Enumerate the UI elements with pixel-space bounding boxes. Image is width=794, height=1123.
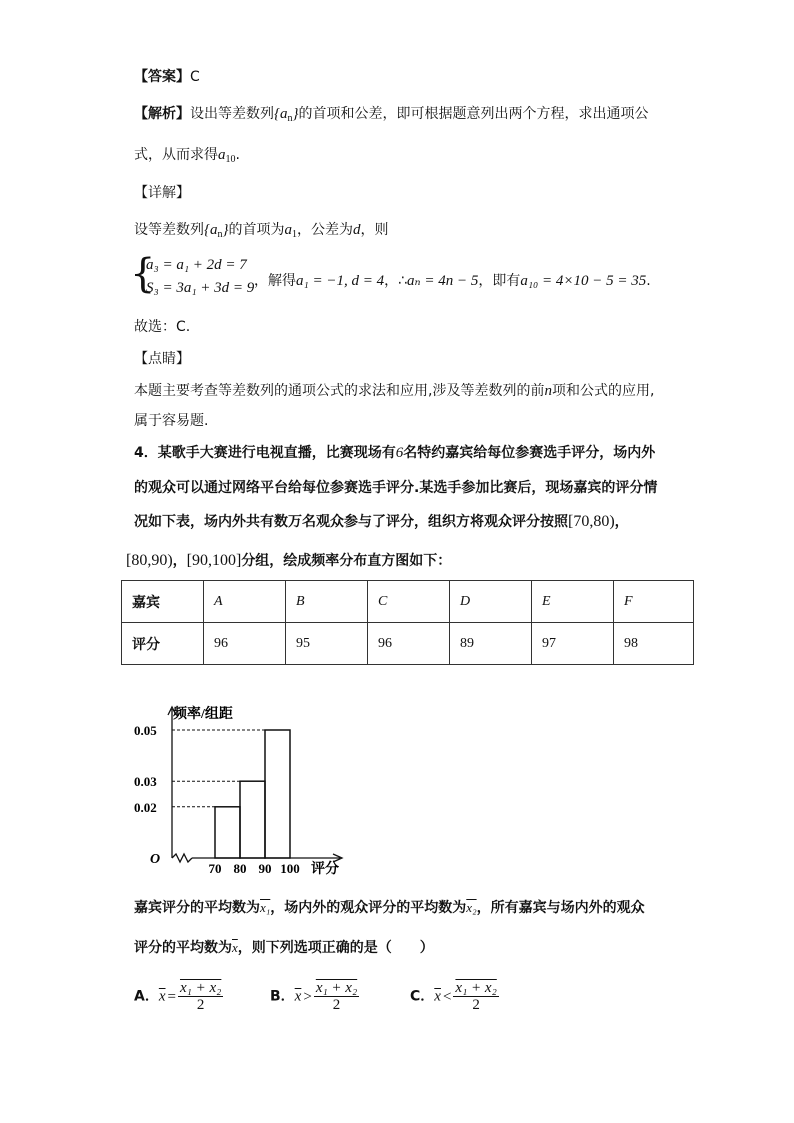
option-a[interactable] xyxy=(134,980,223,1013)
solution-2: aₙ = 4n − 5 xyxy=(407,273,479,289)
table-cell: 98 xyxy=(614,623,694,665)
detail-line-1 xyxy=(134,219,389,240)
x-tick-label: 100 xyxy=(280,861,300,876)
a1-symbol: $a_1$ xyxy=(284,222,297,240)
solution-line xyxy=(254,270,651,290)
solve-end: . xyxy=(646,273,651,289)
histogram-bar xyxy=(240,781,265,858)
solve-text-c: ，即有 xyxy=(478,273,521,289)
detail-label: 【详解】 xyxy=(134,185,190,201)
option-a-xbar: $\overline{x}$ xyxy=(158,988,166,1005)
table-cell: 95 xyxy=(286,623,368,665)
table-cell: F xyxy=(614,581,694,623)
answer-label: 【答案】 xyxy=(134,69,190,85)
system-brace: { xyxy=(130,251,156,297)
analysis-label: 【解析】 xyxy=(134,106,190,122)
interval-70-80: [70,80) xyxy=(568,513,615,530)
analysis-text: 设出等差数列 xyxy=(190,106,274,122)
after-text-d: 评分的平均数为 xyxy=(134,940,232,956)
n-symbol: n xyxy=(544,383,552,399)
question-text-c: 况如下表，场内外共有数万名观众参与了评分，组织方将观众评分按照 xyxy=(134,514,568,530)
option-b-fraction xyxy=(314,980,359,1013)
x-tick-label: 80 xyxy=(233,861,247,876)
table-row-header xyxy=(122,581,694,623)
question-line-2: 的观众可以通过网络平台给每位参赛选手评分.某选手参加比赛后，现场嘉宾的评分情 xyxy=(134,480,658,496)
x1-bar-symbol: x₁ xyxy=(260,900,271,915)
equation-1: a₃ = a₁ + 2d = 7 xyxy=(146,257,247,273)
comment-text-b: 项和公式的应用, xyxy=(551,383,655,399)
option-a-label: A． xyxy=(134,988,159,1005)
question-line-4 xyxy=(126,550,451,570)
y-tick-label: 0.03 xyxy=(134,774,157,790)
table-row-scores xyxy=(122,623,694,665)
comment-line-1 xyxy=(134,380,654,400)
comment-line-2: 属于容易题. xyxy=(134,413,209,429)
option-a-num: x₁ + x₂ xyxy=(179,980,222,996)
after-text-b: ，场内外的观众评分的平均数为 xyxy=(270,900,467,916)
analysis-line-1 xyxy=(134,103,649,124)
origin-label: O xyxy=(150,852,161,867)
option-a-den: 2 xyxy=(196,997,205,1013)
option-c[interactable] xyxy=(410,980,499,1013)
sep: ， xyxy=(172,553,187,569)
after-text-e: ，则下列选项正确的是（ ） xyxy=(237,940,434,956)
after-line-1 xyxy=(134,897,645,917)
solve-text-b: ，∴ xyxy=(384,273,408,289)
detail-text-c: ，公差为 xyxy=(297,222,353,238)
table-cell: 96 xyxy=(368,623,450,665)
x-tick-label: 90 xyxy=(258,861,272,876)
after-text-c: ，所有嘉宾与场内外的观众 xyxy=(476,900,645,916)
histogram-bar xyxy=(215,807,240,858)
option-a-fraction xyxy=(178,980,223,1013)
detail-text-a: 设等差数列 xyxy=(134,222,204,238)
comment-text-a: 本题主要考查等差数列的通项公式的求法和应用,涉及等差数列的前 xyxy=(134,383,545,399)
option-c-op: < xyxy=(442,988,452,1005)
conclusion: 故选：C. xyxy=(134,319,191,335)
sequence-symbol-2: $\{a_n\}$ xyxy=(204,222,229,240)
option-b[interactable] xyxy=(270,980,359,1013)
option-c-num: x₁ + x₂ xyxy=(455,980,497,996)
option-b-den: 2 xyxy=(332,997,341,1013)
analysis-text-2: 式，从而求得 xyxy=(134,147,218,163)
axis-break xyxy=(172,854,192,862)
after-line-2 xyxy=(134,937,434,957)
comment-label: 【点睛】 xyxy=(134,351,190,367)
question-line-1 xyxy=(134,442,655,462)
a10-symbol: $a_{10}$ xyxy=(218,147,236,165)
table-cell: C xyxy=(368,581,450,623)
table-cell: E xyxy=(532,581,614,623)
interval-90-100: [90,100] xyxy=(186,552,242,569)
xbar-symbol: $\overline{x}$ xyxy=(232,940,238,955)
question-text-a: 4．某歌手大赛进行电视直播，比赛现场有 xyxy=(134,445,396,461)
sequence-symbol: $\{a_n\}$ xyxy=(274,106,299,124)
y-tick-label: 0.02 xyxy=(134,799,157,815)
equation-2: S₃ = 3a₁ + 3d = 9 xyxy=(146,280,255,296)
detail-text-d: ，则 xyxy=(360,222,389,238)
x-tick-label: 70 xyxy=(208,861,222,876)
option-c-label: C． xyxy=(410,988,435,1005)
solve-text-a: ，解得 xyxy=(254,273,296,289)
table-cell: A xyxy=(204,581,286,623)
option-c-xbar: $\overline{x}$ xyxy=(434,988,441,1005)
table-cell: 评分 xyxy=(122,623,204,665)
answer-value: C xyxy=(190,69,200,85)
table-cell: 嘉宾 xyxy=(122,581,204,623)
question-text-b: 名特约嘉宾给每位参赛选手评分，场内外 xyxy=(403,445,656,461)
comma: ， xyxy=(614,514,629,530)
option-b-xbar: $\overline{x}$ xyxy=(294,988,302,1005)
period: . xyxy=(235,147,240,163)
y-axis-label: 频率/组距 xyxy=(173,707,233,722)
table-cell: 89 xyxy=(450,623,532,665)
option-c-den: 2 xyxy=(472,997,480,1013)
after-text-a: 嘉宾评分的平均数为 xyxy=(134,900,260,916)
solution-1: a₁ = −1, d = 4 xyxy=(296,273,385,289)
y-tick-label: 0.05 xyxy=(134,723,157,738)
option-b-num: x₁ + x₂ xyxy=(315,980,358,996)
solution-3: a₁₀ = 4×10 − 5 = 35 xyxy=(520,273,647,289)
table-cell: B xyxy=(286,581,368,623)
answer-line xyxy=(134,66,200,86)
frequency-histogram xyxy=(128,703,358,878)
d-symbol: d xyxy=(353,222,361,238)
table-cell: D xyxy=(450,581,532,623)
table-cell: 97 xyxy=(532,623,614,665)
detail-text-b: 的首项为 xyxy=(228,222,285,238)
question-line-3 xyxy=(134,511,629,531)
option-a-op: = xyxy=(167,988,176,1005)
judge-count: 6 xyxy=(395,445,404,461)
analysis-line-2 xyxy=(134,144,240,165)
question-text-d: 分组，绘成频率分布直方图如下： xyxy=(241,553,452,569)
histogram-bar xyxy=(265,730,290,858)
score-table xyxy=(121,580,694,665)
x2-bar-symbol: x₂ xyxy=(466,900,477,915)
option-c-fraction xyxy=(453,980,498,1013)
interval-80-90: [80,90) xyxy=(126,552,173,569)
option-b-op: > xyxy=(303,988,312,1005)
x-axis-label: 评分 xyxy=(311,862,339,877)
analysis-text-rest: 的首项和公差，即可根据题意列出两个方程，求出通项公 xyxy=(298,106,649,122)
option-b-label: B． xyxy=(270,988,295,1005)
table-cell: 96 xyxy=(204,623,286,665)
